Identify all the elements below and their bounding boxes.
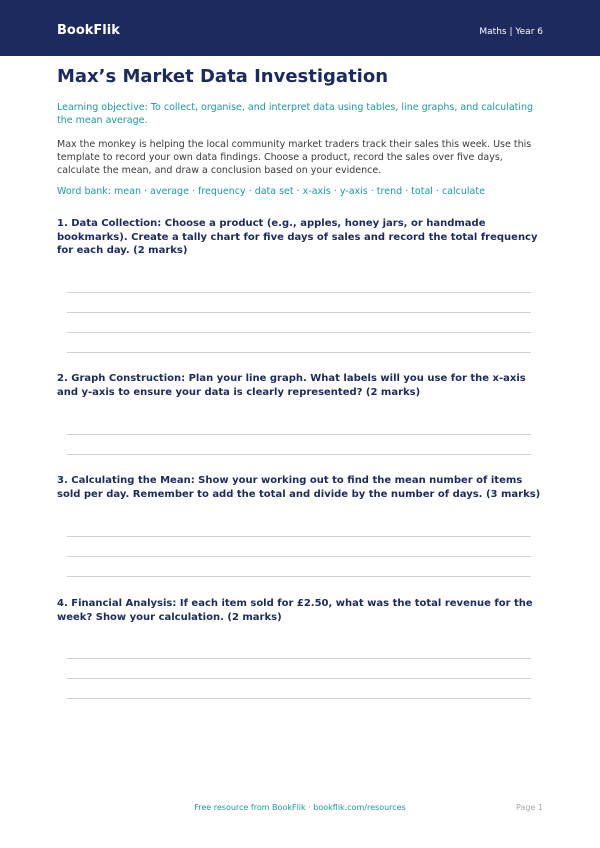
question-2: 2. Graph Construction: Plan your line graph. What labels will you use for the x-axis and y-axis to ensure your data is clearly represented? (2 marks) [57,373,526,398]
answer-line[interactable] [67,352,531,353]
page-header [0,0,600,56]
question-1: 1. Data Collection: Choose a product (e.g., apples, honey jars, or handmade bookmarks). Create a tally chart for five days of sales and record the total frequency for each day. (2 marks) [57,218,538,256]
word-bank: Word bank: mean · average · frequency · data set · x-axis · y-axis · trend · total · calculate [57,186,485,197]
page-number: Page 1 [516,803,543,812]
page-title: Max’s Market Data Investigation [57,66,389,87]
answer-line[interactable] [67,576,531,577]
subject-year-label: Maths | Year 6 [479,27,543,37]
answer-line[interactable] [67,332,531,333]
answer-line[interactable] [67,292,531,293]
learning-objective: Learning objective: To collect, organise, and interpret data using tables, line graphs, and calculating the mean average. [57,102,534,126]
answer-line[interactable] [67,556,531,557]
answer-line[interactable] [67,678,531,679]
question-4: 4. Financial Analysis: If each item sold for £2.50, what was the total revenue for the week? Show your calculation. (2 marks) [57,598,533,623]
brand-logo[interactable]: BookFlik [57,23,120,38]
intro-text: Max the monkey is helping the local community market traders track their sales this week. Use this template to record your own data findings. Choose a product, record the sales over five days, calculate the mean, and draw a conclusion based on your evidence. [57,139,532,176]
footer-source[interactable]: Free resource from BookFlik · bookflik.com/resources [194,803,406,812]
answer-line[interactable] [67,434,531,435]
question-3: 3. Calculating the Mean: Show your working out to find the mean number of items sold per day. Remember to add the total and divide by the number of days. (3 marks) [57,475,541,500]
answer-line[interactable] [67,536,531,537]
answer-line[interactable] [67,658,531,659]
answer-line[interactable] [67,698,531,699]
answer-line[interactable] [67,312,531,313]
answer-line[interactable] [67,454,531,455]
